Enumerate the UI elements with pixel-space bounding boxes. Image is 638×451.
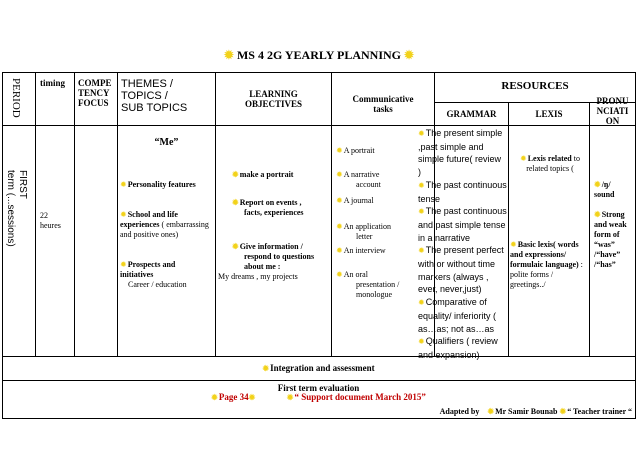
objective-item: ✹make a portrait: [232, 170, 294, 179]
header-tasks: Communicative tasks: [352, 94, 414, 114]
task-item: ✹An interview: [336, 246, 386, 255]
lexis-list: ✹Lexis related to related topics ( ✹Basic lexis( words and expressions/ formulaic language) : polite forms / greetings../: [510, 154, 583, 289]
adapted-by: Adapted by ✹Mr Samir Bounab ✹“ Teacher trainer “: [439, 407, 632, 416]
star-icon: ✹: [336, 270, 343, 279]
header-pronunciation: PRONU NCIATI ON: [596, 96, 629, 126]
star-icon: ✹: [404, 48, 415, 62]
star-icon: ✹: [418, 180, 425, 190]
theme-item: ✹School and life: [120, 210, 178, 219]
star-icon: ✹: [559, 407, 567, 416]
task-item: ✹An application: [336, 222, 392, 231]
task-item: ✹A narrative: [336, 170, 380, 179]
header-themes: THEMES / TOPICS / SUB TOPICS: [121, 78, 188, 114]
star-icon: ✹: [248, 393, 256, 402]
objective-item: ✹Give information /: [232, 242, 303, 251]
star-icon: ✹: [286, 393, 294, 402]
star-icon: ✹: [487, 407, 495, 416]
task-item: ✹An oral: [336, 270, 368, 279]
star-icon: ✹: [120, 210, 127, 219]
star-icon: ✹: [232, 242, 239, 251]
star-icon: ✹: [519, 154, 527, 163]
page-title: ✹ MS 4 2G YEARLY PLANNING ✹: [223, 48, 415, 62]
task-item: ✹A journal: [336, 196, 374, 205]
header-objectives: LEARNING OBJECTIVES: [244, 89, 303, 109]
task-item: ✹A portrait: [336, 146, 375, 155]
theme-item: experiences ( embarrassing: [120, 220, 209, 229]
star-icon: ✹: [418, 129, 425, 138]
tasks-list: ✹A portrait ✹A narrative account ✹A journal ✹An application letter ✹An interview ✹An oral presentation / monologue: [336, 146, 432, 300]
star-icon: ✹: [418, 337, 425, 347]
pronunciation-list: ✹/ŋ/ sound ✹Strong and weak form of “was” /“have” /“has”: [594, 180, 627, 269]
star-icon: ✹: [418, 298, 425, 308]
star-icon: ✹: [211, 393, 218, 402]
star-icon: ✹: [510, 240, 517, 249]
star-icon: ✹: [120, 180, 127, 189]
first-term-evaluation: First term evaluation: [277, 383, 360, 393]
star-icon: ✹: [336, 146, 343, 155]
star-icon: ✹: [594, 210, 601, 219]
star-icon: ✹: [418, 246, 425, 256]
star-icon: ✹: [336, 222, 343, 231]
theme-title: “Me”: [154, 137, 179, 148]
integration-assessment: ✹Integration and assessment: [262, 363, 375, 373]
header-resources: RESOURCES: [501, 80, 569, 92]
star-icon: ✹: [262, 364, 270, 373]
star-icon: ✹: [232, 170, 239, 179]
themes-list: ✹Personality features ✹School and life experiences ( embarrassing and positive ones) ✹Prospects and initiatives Career / education: [120, 180, 216, 290]
star-icon: ✹: [120, 260, 127, 269]
grammar-list: ✹The present simple ,past simple and simple future( review ) ✹The past continuous tense ✹The past continuous and past simple tense in a narrative ✹The present perfect with or without time markers (always , ever, never,just) ✹Comparative of equality/ inferiority ( as…as; not as…as ✹Qualifiers ( review and expansion): [418, 128, 507, 360]
theme-item: ✹Personality features: [120, 180, 196, 189]
header-grammar: GRAMMAR: [446, 109, 497, 119]
theme-item: ✹Prospects and: [120, 260, 176, 269]
header-competency: COMPE TENCY FOCUS: [78, 78, 112, 108]
star-icon: ✹: [336, 196, 343, 205]
star-icon: ✹: [336, 246, 343, 255]
header-period: PERIOD: [10, 78, 22, 118]
objective-item: ✹Report on events ,: [232, 198, 302, 207]
header-timing: timing: [40, 78, 66, 88]
star-icon: ✹: [223, 48, 234, 62]
star-icon: ✹: [232, 198, 239, 207]
star-icon: ✹: [594, 180, 601, 189]
support-reference: ✹Page 34✹ ✹“ Support document March 2015”: [211, 392, 426, 402]
header-lexis: LEXIS: [535, 109, 563, 119]
objectives-list: ✹make a portrait ✹Report on events , facts, experiences ✹Give information / respond to questions about me : My dreams , my projects: [216, 170, 331, 282]
timing-value: 22 heures: [40, 211, 61, 230]
period-first-term: FIRST term (...sessions): [5, 170, 28, 247]
star-icon: ✹: [418, 207, 425, 217]
star-icon: ✹: [336, 170, 343, 179]
